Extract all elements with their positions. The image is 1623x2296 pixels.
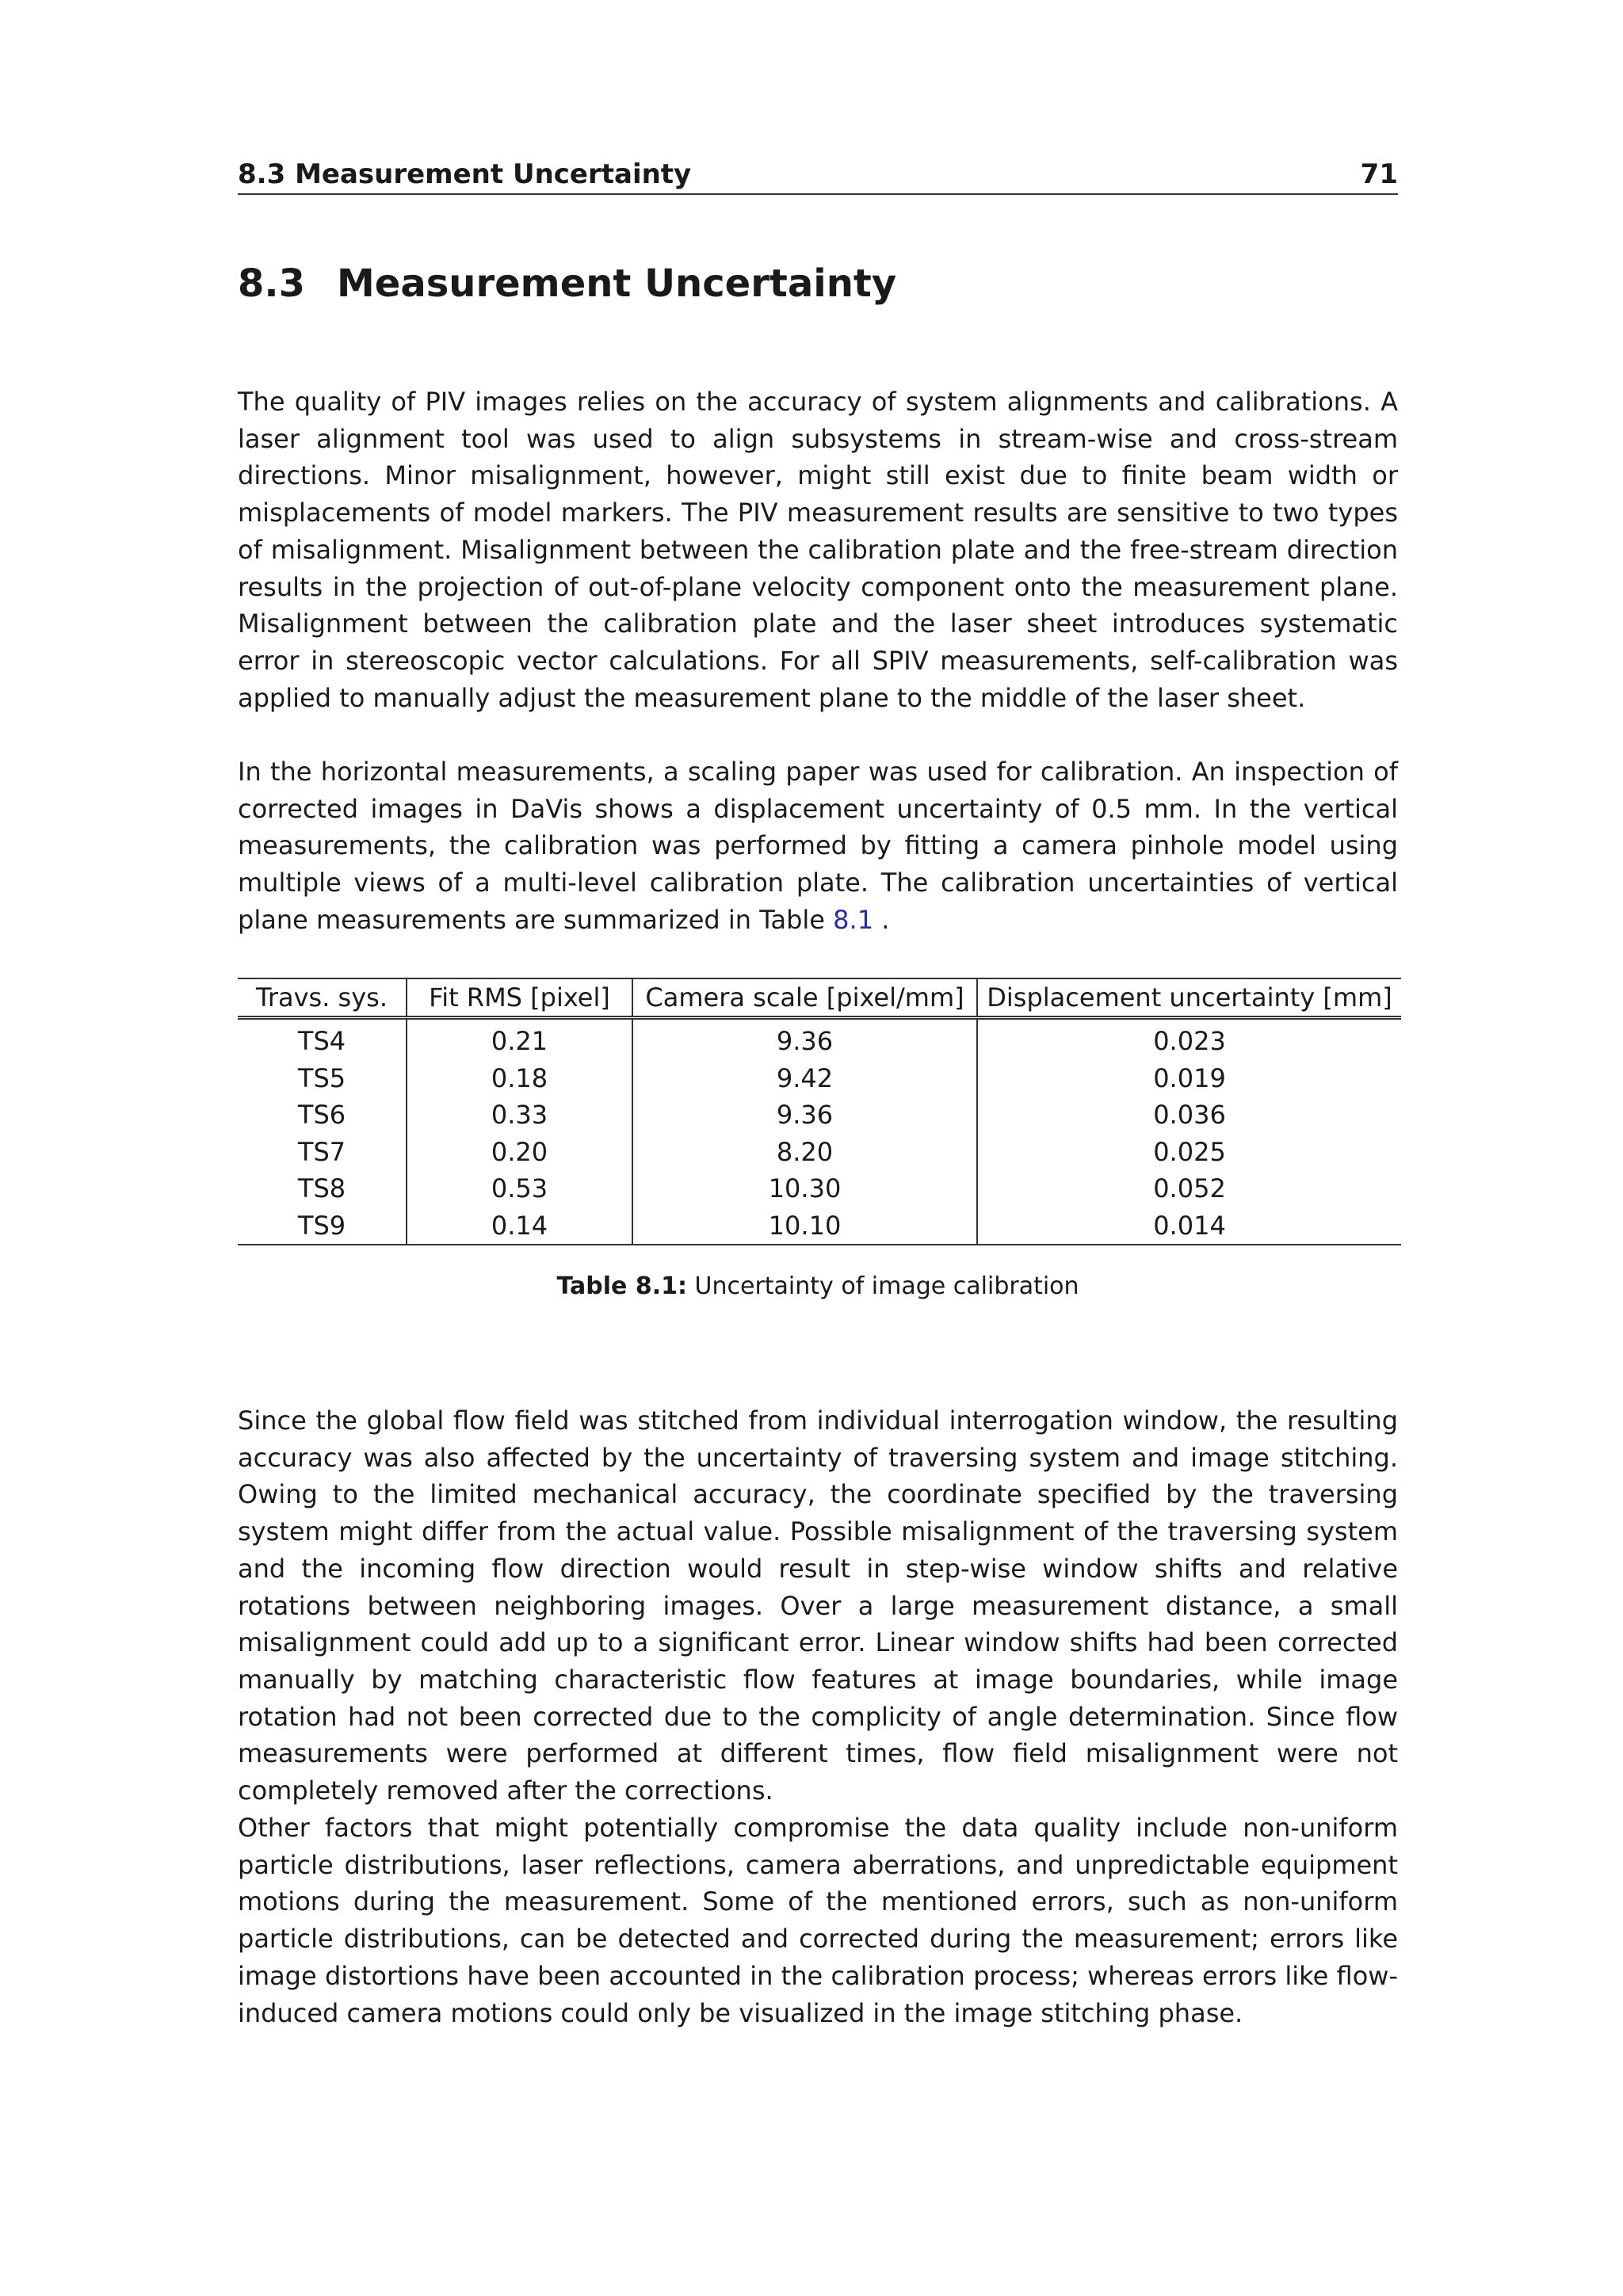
- paragraph-calibration-end: .: [873, 904, 890, 935]
- table-cell: TS9: [238, 1207, 407, 1245]
- table-cell: 0.20: [407, 1134, 632, 1171]
- table-cell: TS4: [238, 1018, 407, 1060]
- table-cell: TS5: [238, 1060, 407, 1097]
- table-cell: 0.036: [1153, 1100, 1226, 1131]
- table-cell: 0.21: [407, 1018, 632, 1060]
- section-title: [238, 261, 896, 306]
- running-header-section: 8.3 Measurement Uncertainty: [238, 158, 692, 190]
- paragraph-other-factors: Other factors that might potentially compromise the data quality include non-uniform particle distributions, laser reflections, camera aberrations, and unpredictable equipment motions during the measurement. Some of the mentioned errors, such as non-uniform particle distributions, can be detected and corrected during the measurement; errors like image distortions have been accounted in the calibration process; whereas errors like flow-induced camera motions could only be visualized in the image stitching phase.: [238, 1813, 1398, 2028]
- table-cell: 0.14: [407, 1207, 632, 1245]
- table-cell: 9.36: [632, 1018, 977, 1060]
- table-cell: 10.10: [632, 1207, 977, 1245]
- table-cell: TS7: [238, 1134, 407, 1171]
- table-cell: 0.025: [1153, 1136, 1226, 1167]
- table-cell: 0.18: [407, 1060, 632, 1097]
- running-header: [238, 155, 1398, 195]
- table-caption-text: Uncertainty of image calibration: [694, 1272, 1079, 1300]
- table-caption: [238, 1272, 1398, 1300]
- page: [238, 0, 1398, 2296]
- paragraph-alignment: The quality of PIV images relies on the accuracy of system alignments and calibrations. A laser alignment tool was used to align subsystems in stream-wise and cross-stream directions. Minor misalignment, however, might still exist due to finite beam width or misplacements of model markers. The PIV measurement results are sensitive to two types of misalignment. Misalignment between the calibration plate and the free-stream direction results in the projection of out-of-plane velocity component onto the measurement plane. Misalignment between the calibration plate and the laser sheet introduces systematic error in stereoscopic vector calculations. For all SPIV measurements, self-calibration was applied to manually adjust the measurement plane to the middle of the laser sheet.: [238, 387, 1398, 713]
- table-row: [238, 1170, 1401, 1207]
- table-cell: 0.53: [407, 1170, 632, 1207]
- table-cell: 9.42: [632, 1060, 977, 1097]
- paragraph-stitching: Since the global flow field was stitched from individual interrogation window, the resulting accuracy was also affected by the uncertainty of traversing system and image stitching. Owing to the limited mechanical accuracy, the coordinate specified by the traversing system might differ from the actual value. Possible misalignment of the traversing system and the incoming flow direction would result in step-wise window shifts and relative rotations between neighboring images. Over a large measurement distance, a small misalignment could add up to a significant error. Linear window shifts had been corrected manually by matching characteristic flow features at image boundaries, while image rotation had not been corrected due to the complicity of angle determination. Since flow measurements were performed at different times, flow field misalignment were not completely removed after the corrections.: [238, 1405, 1398, 1806]
- table-row: [238, 1097, 1401, 1134]
- table-cell: 0.052: [1153, 1173, 1226, 1204]
- table-row: [238, 1207, 1401, 1245]
- column-header: Fit RMS [pixel]: [407, 978, 632, 1018]
- page-number: 71: [1360, 158, 1398, 190]
- calibration-table: [238, 978, 1401, 1245]
- table-reference-link[interactable]: 8.1: [833, 904, 874, 935]
- column-header: Travs. sys.: [238, 978, 407, 1018]
- column-header: Camera scale [pixel/mm]: [632, 978, 977, 1018]
- table-row: [238, 1060, 1401, 1097]
- table-row: [238, 1018, 1401, 1060]
- table-cell: TS8: [238, 1170, 407, 1207]
- table-row: [238, 1134, 1401, 1171]
- section-number: 8.3: [238, 261, 306, 306]
- table-cell: 0.023: [1153, 1026, 1226, 1057]
- table-cell: TS6: [238, 1097, 407, 1134]
- table-cell: 10.30: [632, 1170, 977, 1207]
- table-header-row: [238, 978, 1401, 1018]
- section-title-text: Measurement Uncertainty: [337, 261, 897, 306]
- table-cell: 8.20: [632, 1134, 977, 1171]
- paragraph-calibration: [238, 753, 1398, 939]
- table-cell: 0.33: [407, 1097, 632, 1134]
- column-header: Displacement uncertainty [mm]: [977, 978, 1401, 1018]
- table-cell: 0.014: [977, 1207, 1401, 1245]
- table-cell: 0.019: [1153, 1062, 1226, 1093]
- paragraph-calibration-text: In the horizontal measurements, a scaling paper was used for calibration. An inspection of corrected images in DaVis shows a displacement uncertainty of 0.5 mm. In the vertical measurements, the calibration was performed by fitting a camera pinhole model using multiple views of a multi-level calibration plate. The calibration uncertainties of vertical plane measurements are summarized in Table: [238, 757, 1398, 935]
- table-caption-label: Table 8.1:: [556, 1272, 687, 1300]
- table-cell: 9.36: [632, 1097, 977, 1134]
